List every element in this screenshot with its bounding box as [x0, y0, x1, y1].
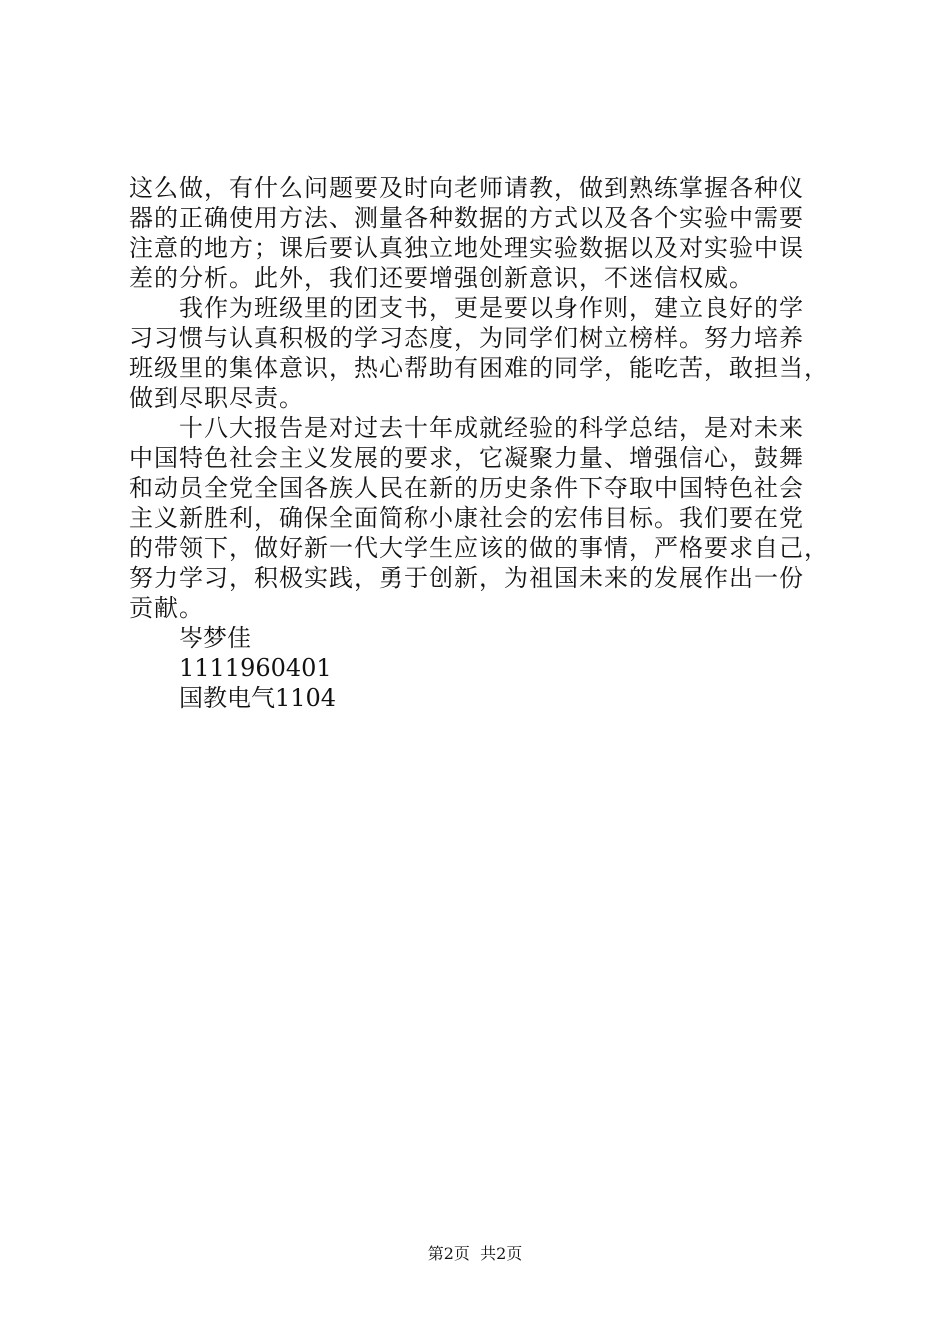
text-line: 注意的地方；课后要认真独立地处理实验数据以及对实验中误 — [129, 234, 804, 262]
text-line: 努力学习，积极实践，勇于创新，为祖国未来的发展作出一份 — [129, 564, 804, 592]
text-line: 我作为班级里的团支书，更是要以身作则，建立良好的学 — [179, 294, 804, 322]
text-line: 中国特色社会主义发展的要求，它凝聚力量、增强信心，鼓舞 — [129, 444, 804, 472]
text-line: 班级里的集体意识，热心帮助有困难的同学，能吃苦，敢担当， — [129, 354, 829, 382]
text-line: 主义新胜利，确保全面简称小康社会的宏伟目标。我们要在党 — [129, 504, 804, 532]
text-line: 和动员全党全国各族人民在新的历史条件下夺取中国特色社会 — [129, 474, 804, 502]
author-name: 岑梦佳 — [179, 624, 251, 652]
signature-block — [129, 623, 833, 713]
text-line: 差的分析。此外，我们还要增强创新意识，不迷信权威。 — [129, 264, 754, 292]
paragraph-continuation — [129, 173, 833, 293]
paragraph-league-secretary — [129, 293, 833, 413]
page-footer — [0, 1244, 950, 1264]
text-line: 贡献。 — [129, 594, 204, 622]
text-line: 习习惯与认真积极的学习态度，为同学们树立榜样。努力培养 — [129, 324, 804, 352]
text-line: 这么做，有什么问题要及时向老师请教，做到熟练掌握各种仪 — [129, 174, 804, 202]
text-line: 的带领下，做好新一代大学生应该的做的事情，严格要求自己， — [129, 534, 829, 562]
text-line: 器的正确使用方法、测量各种数据的方式以及各个实验中需要 — [129, 204, 804, 232]
text-line: 十八大报告是对过去十年成就经验的科学总结，是对未来 — [179, 414, 804, 442]
class-name: 国教电气1104 — [179, 684, 337, 712]
paragraph-eighteenth-congress — [129, 413, 833, 623]
document-body — [129, 173, 833, 713]
student-id: 1111960401 — [179, 654, 332, 682]
page-number: 第2页 共2页 — [427, 1244, 523, 1263]
text-line: 做到尽职尽责。 — [129, 384, 304, 412]
